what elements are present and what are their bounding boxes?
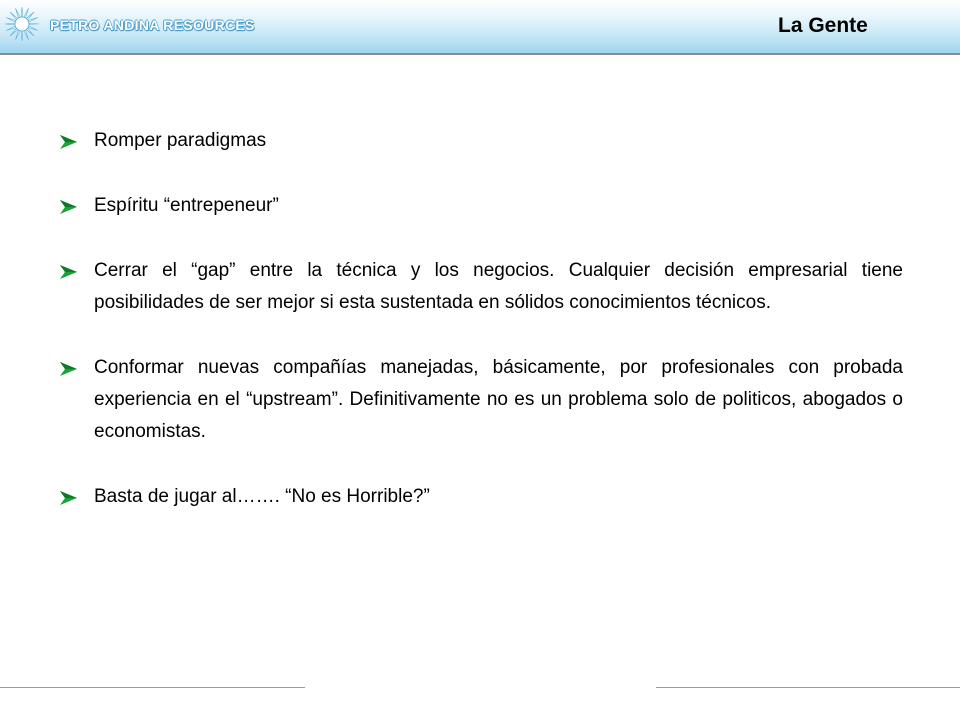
company-name: PETRO ANDINA RESOURCES [50,17,255,33]
bullet-text: Conformar nuevas compañías manejadas, básicamente, por profesionales con probada experiencia en el “upstream”. Definitivamente no es un problema solo de politicos, abogados o economistas. [94,357,903,442]
logo-ray [6,26,16,31]
logo-ray [6,17,16,22]
arrow-bullet-icon [60,362,77,376]
logo-ray [28,17,38,22]
footer-divider-right [656,687,960,688]
bullet-list [60,125,903,546]
logo-ray [21,7,23,17]
logo-ray [26,12,34,20]
logo-ray [5,23,15,25]
bullet-text: Cerrar el “gap” entre la técnica y los negocios. Cualquier decisión empresarial tiene posibilidades de ser mejor si esta sustentada en sólidos conocimientos técnicos. [94,260,903,313]
bullet-item [60,255,903,319]
page-title: La Gente [778,14,868,37]
arrow-bullet-icon [60,265,77,279]
bullet-item [60,125,903,157]
bullet-text: Basta de jugar al……. “No es Horrible?” [94,486,430,507]
bullet-text: Espíritu “entrepeneur” [94,195,279,216]
logo-ray [10,12,18,20]
sunburst-logo-icon [4,6,40,42]
footer-divider-left [0,687,305,688]
bullet-item [60,190,903,222]
logo-ray [10,28,18,36]
arrow-bullet-icon [60,200,77,214]
logo-ray [21,31,23,41]
bullet-text: Romper paradigmas [94,130,267,151]
logo-ray [15,8,20,18]
logo-ray [26,28,34,36]
logo-ray [15,30,20,40]
logo-ray [28,26,38,31]
bullet-item [60,481,903,513]
arrow-bullet-icon [60,135,77,149]
bullet-item [60,352,903,448]
header-bar [0,0,960,55]
arrow-bullet-icon [60,491,77,505]
logo-ray [29,23,39,25]
logo-ray [24,30,29,40]
logo-ray [24,8,29,18]
